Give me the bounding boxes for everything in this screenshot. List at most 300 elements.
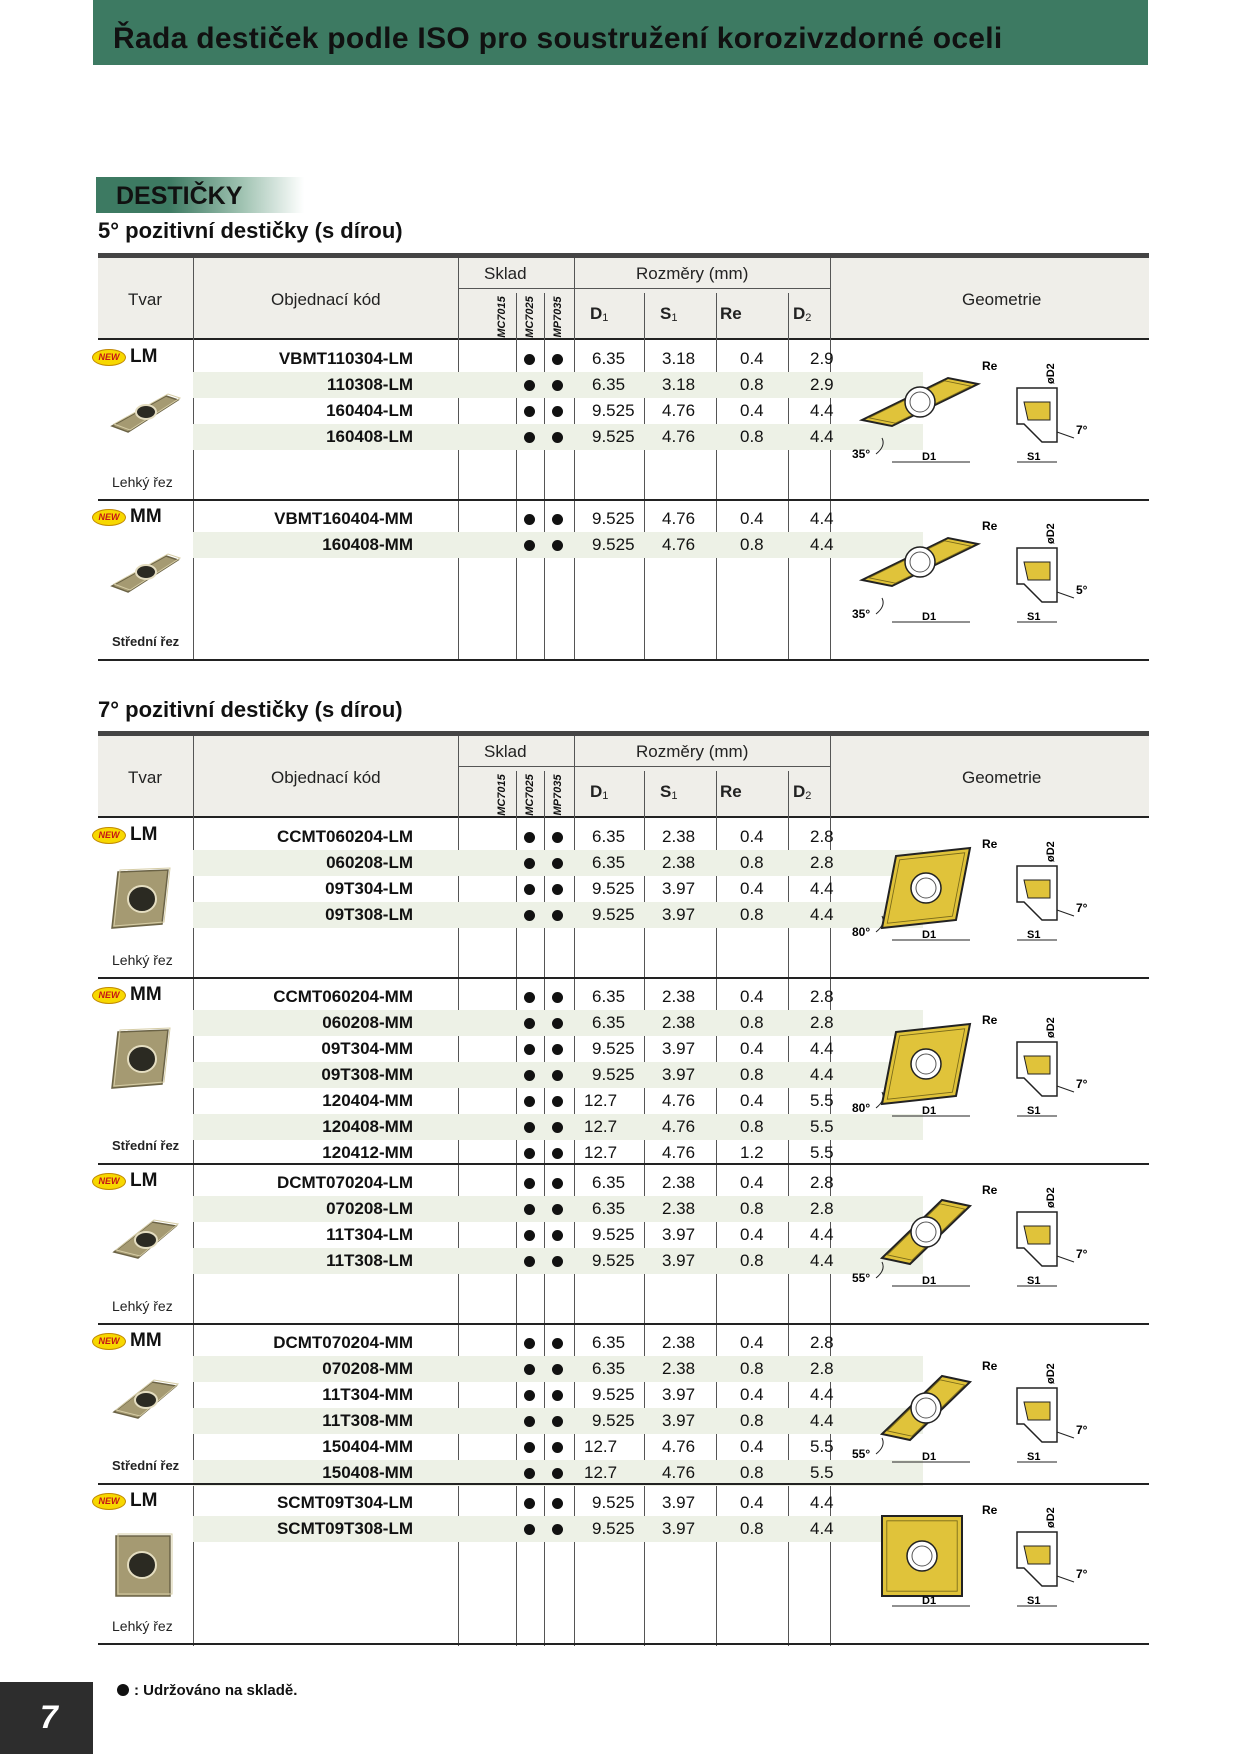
cut-type-label: Lehký řez (112, 1618, 173, 1634)
geo-od2-label: øD2 (1045, 841, 1057, 862)
geo-clearance-label: 5° (1076, 583, 1088, 597)
order-code: 120408-MM (322, 1117, 413, 1136)
order-code: 09T308-LM (325, 905, 413, 924)
stock-dot-icon (552, 380, 563, 391)
cut-type-label: Lehký řez (112, 952, 173, 968)
stock-dot-icon (524, 884, 535, 895)
stock-dot-icon (552, 884, 563, 895)
dim-d1: 9.525 (592, 1411, 635, 1430)
dim-d2: 2.8 (810, 1013, 834, 1032)
dim-s1: 4.76 (662, 1117, 696, 1136)
dim-d2: 2.9 (810, 375, 834, 394)
table-7deg (98, 731, 1149, 1646)
header-re: Re (720, 782, 742, 801)
header-grade-mp7035: MP7035 (552, 296, 564, 338)
dim-re: 0.8 (740, 1013, 764, 1032)
insert-photo (108, 1532, 182, 1605)
page-number-box (0, 1682, 93, 1754)
new-badge-icon: NEW (92, 349, 126, 366)
stock-dot-icon (552, 1070, 563, 1081)
geometry-diagram (852, 1178, 1142, 1313)
geo-s1-label: S1 (1027, 451, 1041, 463)
stock-dot-icon (524, 1230, 535, 1241)
geo-s1-label: S1 (1027, 611, 1041, 623)
dim-re: 0.8 (740, 1199, 764, 1218)
stock-dot-icon (524, 1148, 535, 1159)
order-code: CCMT060204-MM (273, 987, 413, 1006)
shape-name: LM (130, 1490, 158, 1511)
dim-re: 0.4 (740, 987, 764, 1006)
geo-angle-label: 80° (852, 1101, 871, 1115)
dim-d1: 12.7 (584, 1117, 618, 1136)
dim-re: 0.8 (740, 905, 764, 924)
order-code: 11T304-LM (326, 1225, 413, 1244)
dim-s1: 3.97 (662, 1251, 696, 1270)
dim-re: 0.4 (740, 827, 764, 846)
dim-re: 0.4 (740, 1493, 764, 1512)
geo-od2-label: øD2 (1045, 1017, 1057, 1038)
dim-d1: 6.35 (592, 853, 626, 872)
dim-d1: 6.35 (592, 349, 626, 368)
stock-dot-icon (552, 1416, 563, 1427)
dim-d1: 9.525 (592, 905, 635, 924)
dim-d2: 4.4 (810, 905, 834, 924)
geometry-diagram (852, 832, 1142, 967)
column-divider (193, 258, 194, 660)
stock-dot-icon (552, 1096, 563, 1107)
order-code: 160408-LM (326, 427, 413, 446)
order-code: 120412-MM (322, 1143, 413, 1162)
cut-type-label: Lehký řez (112, 474, 173, 490)
order-code: 11T308-MM (322, 1411, 413, 1430)
dim-d1: 9.525 (592, 879, 635, 898)
geo-re-label: Re (982, 1183, 998, 1197)
geo-d1-label: D1 (922, 1451, 937, 1463)
stock-dot-icon (552, 1468, 563, 1479)
dim-d2: 2.8 (810, 1199, 834, 1218)
shape-name: MM (130, 1330, 162, 1351)
stock-dot-icon (524, 514, 535, 525)
geo-clearance-label: 7° (1076, 1077, 1088, 1091)
column-divider (574, 258, 575, 660)
stock-dot-icon (524, 1204, 535, 1215)
geo-s1-label: S1 (1027, 1451, 1041, 1463)
dim-d1: 6.35 (592, 1333, 626, 1352)
geo-s1-label: S1 (1027, 1275, 1041, 1287)
new-badge-icon: NEW (92, 1493, 126, 1510)
order-code: 150404-MM (322, 1437, 413, 1456)
header-grade-mc7025: MC7025 (524, 774, 536, 816)
geo-re-label: Re (982, 519, 998, 533)
group-divider (98, 977, 1149, 979)
page-title: Řada destiček podle ISO pro soustružení korozivzdorné oceli (113, 22, 1003, 55)
stock-dot-icon (524, 1096, 535, 1107)
geo-re-label: Re (982, 837, 998, 851)
stock-dot-icon (552, 1230, 563, 1241)
stock-dot-icon (552, 514, 563, 525)
geo-clearance-label: 7° (1076, 901, 1088, 915)
dim-re: 0.4 (740, 401, 764, 420)
dim-d2: 4.4 (810, 879, 834, 898)
stock-dot-icon (552, 1044, 563, 1055)
dim-d1: 6.35 (592, 987, 626, 1006)
stock-dot-icon (524, 1044, 535, 1055)
column-divider (458, 258, 459, 660)
geo-od2-label: øD2 (1045, 1507, 1057, 1528)
header-geometrie: Geometrie (962, 768, 1042, 787)
dim-d2: 5.5 (810, 1437, 834, 1456)
header-grade-mc7015: MC7015 (496, 296, 508, 338)
table-title-7deg: 7° pozitivní destičky (s dírou) (98, 697, 403, 722)
dim-d2: 2.9 (810, 349, 834, 368)
header-grade-mc7025: MC7025 (524, 296, 536, 338)
dim-d2: 4.4 (810, 1065, 834, 1084)
legend-text: : Udržováno na skladě. (134, 1682, 298, 1699)
shape-name: LM (130, 1170, 158, 1191)
dim-s1: 2.38 (662, 987, 696, 1006)
group-divider (98, 1323, 1149, 1325)
dim-re: 0.8 (740, 535, 764, 554)
order-code: DCMT070204-MM (273, 1333, 413, 1352)
stock-dot-icon (524, 1256, 535, 1267)
dim-d2: 2.8 (810, 987, 834, 1006)
cut-type-label: Střední řez (112, 634, 180, 649)
dim-re: 0.8 (740, 1463, 764, 1482)
table-row (98, 1330, 1149, 1356)
cut-type-label: Střední řez (112, 1458, 180, 1473)
geo-re-label: Re (982, 1359, 998, 1373)
order-code: 070208-LM (326, 1199, 413, 1218)
dim-re: 0.8 (740, 1519, 764, 1538)
stock-dot-icon (552, 1122, 563, 1133)
dim-d1: 9.525 (592, 1251, 635, 1270)
geo-re-label: Re (982, 1503, 998, 1517)
order-code: 060208-MM (322, 1013, 413, 1032)
order-code: 11T304-MM (322, 1385, 413, 1404)
dim-d2: 5.5 (810, 1143, 834, 1162)
new-badge-icon: NEW (92, 1333, 126, 1350)
stock-dot-icon (552, 1498, 563, 1509)
order-code: 11T308-LM (326, 1251, 413, 1270)
stock-dot-icon (524, 1364, 535, 1375)
stock-dot-icon (552, 1524, 563, 1535)
page-header (93, 0, 1148, 65)
stock-dot-icon (552, 1364, 563, 1375)
dim-s1: 4.76 (662, 1091, 696, 1110)
new-badge-icon: NEW (92, 987, 126, 1004)
header-sklad: Sklad (484, 742, 527, 761)
dim-s1: 4.76 (662, 427, 696, 446)
stock-dot-icon (524, 832, 535, 843)
stock-dot-icon (552, 1338, 563, 1349)
order-code: 060208-LM (326, 853, 413, 872)
stock-dot-icon (524, 1070, 535, 1081)
dim-d1: 9.525 (592, 1039, 635, 1058)
stock-dot-icon (552, 406, 563, 417)
stock-dot-icon (117, 1684, 129, 1696)
stock-dot-icon (524, 540, 535, 551)
dim-s1: 4.76 (662, 1437, 696, 1456)
geometry-diagram (852, 1008, 1142, 1143)
dim-s1: 3.97 (662, 1493, 696, 1512)
dim-d1: 9.525 (592, 1493, 635, 1512)
dim-s1: 3.97 (662, 1039, 696, 1058)
stock-dot-icon (524, 1390, 535, 1401)
dim-re: 0.8 (740, 1359, 764, 1378)
stock-dot-icon (524, 1338, 535, 1349)
stock-dot-icon (524, 910, 535, 921)
stock-dot-icon (552, 1442, 563, 1453)
dim-s1: 3.18 (662, 375, 696, 394)
geo-clearance-label: 7° (1076, 1423, 1088, 1437)
dim-d1: 9.525 (592, 1225, 635, 1244)
table-header (98, 258, 1149, 340)
dim-re: 0.8 (740, 427, 764, 446)
dim-d1: 6.35 (592, 375, 626, 394)
header-s1: $S_1$ (660, 304, 678, 324)
dim-d1: 6.35 (592, 1199, 626, 1218)
section-label-text: DESTIČKY (116, 182, 243, 210)
stock-dot-icon (524, 380, 535, 391)
legend (117, 1682, 297, 1699)
stock-dot-icon (552, 1148, 563, 1159)
dim-s1: 3.97 (662, 1411, 696, 1430)
dim-d1: 9.525 (592, 1519, 635, 1538)
stock-dot-icon (524, 858, 535, 869)
geo-clearance-label: 7° (1076, 1247, 1088, 1261)
dim-s1: 4.76 (662, 509, 696, 528)
stock-dot-icon (552, 540, 563, 551)
order-code: 120404-MM (322, 1091, 413, 1110)
geo-od2-label: øD2 (1045, 1187, 1057, 1208)
dim-s1: 3.97 (662, 879, 696, 898)
dim-d2: 4.4 (810, 535, 834, 554)
stock-dot-icon (524, 1416, 535, 1427)
cut-type-label: Lehký řez (112, 1298, 173, 1314)
header-rozmery: Rozměry (mm) (636, 264, 749, 283)
group-divider (98, 1163, 1149, 1165)
dim-d1: 12.7 (584, 1437, 618, 1456)
header-sklad: Sklad (484, 264, 527, 283)
dim-d2: 4.4 (810, 1251, 834, 1270)
dim-re: 0.4 (740, 1385, 764, 1404)
order-code: VBMT110304-LM (278, 349, 413, 368)
header-d2: $D_2$ (793, 782, 812, 802)
stock-dot-icon (524, 354, 535, 365)
geo-clearance-label: 7° (1076, 423, 1088, 437)
geo-s1-label: S1 (1027, 929, 1041, 941)
geometry-diagram (852, 514, 1142, 649)
order-code: DCMT070204-LM (276, 1173, 413, 1192)
stock-dot-icon (552, 1256, 563, 1267)
dim-s1: 3.97 (662, 1225, 696, 1244)
dim-re: 0.8 (740, 375, 764, 394)
dim-d2: 4.4 (810, 427, 834, 446)
stock-dot-icon (552, 432, 563, 443)
dim-re: 0.4 (740, 1437, 764, 1456)
geo-angle-label: 80° (852, 925, 871, 939)
dim-re: 0.4 (740, 1225, 764, 1244)
stock-dot-icon (552, 1178, 563, 1189)
dim-d1: 12.7 (584, 1463, 618, 1482)
dim-d1: 12.7 (584, 1091, 618, 1110)
order-code: 160404-LM (326, 401, 413, 420)
geo-clearance-label: 7° (1076, 1567, 1088, 1581)
group-divider (98, 1483, 1149, 1485)
stock-dot-icon (552, 832, 563, 843)
stock-dot-icon (524, 1178, 535, 1189)
geo-d1-label: D1 (922, 611, 937, 623)
geo-d1-label: D1 (922, 1105, 937, 1117)
stock-dot-icon (552, 1390, 563, 1401)
dim-s1: 2.38 (662, 1359, 696, 1378)
stock-dot-icon (524, 992, 535, 1003)
stock-dot-icon (552, 354, 563, 365)
stock-dot-icon (552, 992, 563, 1003)
dim-s1: 4.76 (662, 401, 696, 420)
section-label (96, 177, 304, 213)
column-divider (830, 258, 831, 660)
stock-dot-icon (552, 1018, 563, 1029)
dim-re: 0.4 (740, 879, 764, 898)
header-rozmery: Rozměry (mm) (636, 742, 749, 761)
page-number: 7 (40, 1699, 58, 1735)
stock-dot-icon (552, 910, 563, 921)
geo-od2-label: øD2 (1045, 523, 1057, 544)
order-code: VBMT160404-MM (274, 509, 413, 528)
new-badge-icon: NEW (92, 509, 126, 526)
dim-s1: 2.38 (662, 1173, 696, 1192)
dim-s1: 2.38 (662, 1333, 696, 1352)
header-re: Re (720, 304, 742, 323)
order-code: CCMT060204-LM (276, 827, 413, 846)
order-code: 09T308-MM (321, 1065, 413, 1084)
dim-d1: 6.35 (592, 827, 626, 846)
dim-d2: 2.8 (810, 1359, 834, 1378)
dim-d1: 12.7 (584, 1143, 618, 1162)
order-code: 070208-MM (322, 1359, 413, 1378)
table-title-5deg: 5° pozitivní destičky (s dírou) (98, 218, 403, 243)
dim-s1: 3.97 (662, 1385, 696, 1404)
dim-re: 0.8 (740, 1411, 764, 1430)
dim-d1: 6.35 (592, 1359, 626, 1378)
shape-name: MM (130, 506, 162, 527)
dim-d2: 2.8 (810, 853, 834, 872)
cut-type-label: Střední řez (112, 1138, 180, 1153)
header-d1: $D_1$ (590, 304, 609, 324)
dim-re: 0.8 (740, 1065, 764, 1084)
dim-s1: 2.38 (662, 1013, 696, 1032)
geo-d1-label: D1 (922, 1275, 937, 1287)
dim-s1: 4.76 (662, 1143, 696, 1162)
stock-dot-icon (524, 1018, 535, 1029)
dim-d1: 9.525 (592, 535, 635, 554)
stock-dot-icon (524, 1498, 535, 1509)
dim-s1: 3.97 (662, 1065, 696, 1084)
new-badge-icon: NEW (92, 1173, 126, 1190)
header-sub-line (458, 288, 830, 289)
dim-d2: 5.5 (810, 1463, 834, 1482)
geo-angle-label: 35° (852, 447, 871, 461)
order-code: 160408-MM (322, 535, 413, 554)
dim-s1: 3.97 (662, 905, 696, 924)
table-5deg (98, 253, 1149, 660)
table-row (98, 984, 1149, 1010)
dim-re: 0.8 (740, 1117, 764, 1136)
geo-d1-label: D1 (922, 451, 937, 463)
dim-re: 0.4 (740, 1173, 764, 1192)
dim-re: 0.4 (740, 509, 764, 528)
stock-dot-icon (524, 432, 535, 443)
header-tvar: Tvar (128, 290, 162, 309)
order-code: SCMT09T304-LM (276, 1493, 413, 1512)
dim-d1: 9.525 (592, 427, 635, 446)
dim-d2: 2.8 (810, 827, 834, 846)
header-geometrie: Geometrie (962, 290, 1042, 309)
table-header (98, 736, 1149, 818)
dim-d1: 6.35 (592, 1173, 626, 1192)
geometry-diagram (852, 1498, 1142, 1633)
dim-s1: 3.18 (662, 349, 696, 368)
geometry-diagram (852, 354, 1142, 489)
header-s1: $S_1$ (660, 782, 678, 802)
dim-d2: 4.4 (810, 1225, 834, 1244)
dim-re: 0.4 (740, 1039, 764, 1058)
group-divider (98, 1643, 1149, 1645)
stock-dot-icon (524, 1122, 535, 1133)
dim-re: 0.4 (740, 1333, 764, 1352)
stock-dot-icon (524, 1468, 535, 1479)
order-code: 09T304-MM (321, 1039, 413, 1058)
dim-s1: 2.38 (662, 1199, 696, 1218)
header-code: Objednací kód (271, 290, 381, 309)
dim-re: 0.8 (740, 1251, 764, 1270)
geo-re-label: Re (982, 359, 998, 373)
dim-d1: 9.525 (592, 401, 635, 420)
dim-s1: 3.97 (662, 1519, 696, 1538)
stock-dot-icon (524, 1442, 535, 1453)
stock-dot-icon (524, 1524, 535, 1535)
geo-re-label: Re (982, 1013, 998, 1027)
shape-name: LM (130, 824, 158, 845)
dim-re: 0.4 (740, 1091, 764, 1110)
dim-s1: 2.38 (662, 853, 696, 872)
dim-re: 0.4 (740, 349, 764, 368)
dim-d2: 2.8 (810, 1333, 834, 1352)
header-d2: $D_2$ (793, 304, 812, 324)
dim-d1: 9.525 (592, 1065, 635, 1084)
dim-s1: 4.76 (662, 535, 696, 554)
geo-angle-label: 35° (852, 607, 871, 621)
geometry-diagram (852, 1354, 1142, 1489)
dim-d1: 9.525 (592, 509, 635, 528)
dim-d2: 4.4 (810, 509, 834, 528)
header-code: Objednací kód (271, 768, 381, 787)
dim-d2: 5.5 (810, 1091, 834, 1110)
stock-dot-icon (552, 1204, 563, 1215)
order-code: 09T304-LM (325, 879, 413, 898)
dim-d2: 4.4 (810, 1519, 834, 1538)
order-code: SCMT09T308-LM (276, 1519, 413, 1538)
group-divider (98, 659, 1149, 661)
stock-dot-icon (524, 406, 535, 417)
geo-s1-label: S1 (1027, 1595, 1041, 1607)
dim-d2: 5.5 (810, 1117, 834, 1136)
geo-angle-label: 55° (852, 1447, 871, 1461)
geo-angle-label: 55° (852, 1271, 871, 1285)
dim-d2: 4.4 (810, 1385, 834, 1404)
group-divider (98, 499, 1149, 501)
